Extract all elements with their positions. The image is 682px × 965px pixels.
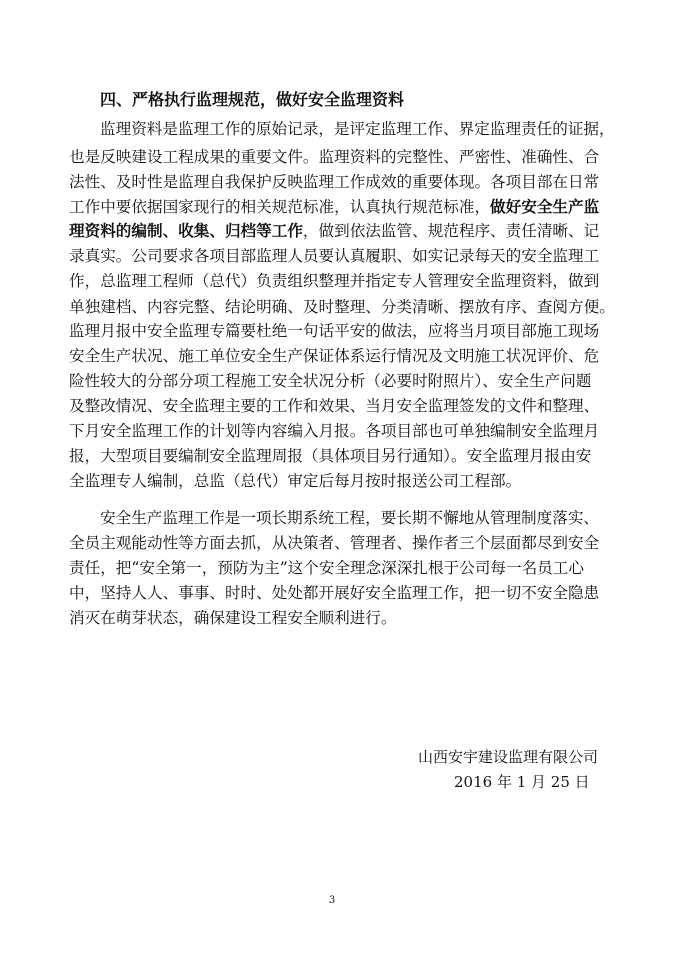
p2-line-3: 责任，把“安全第一，预防为主”这个安全理念深深扎根于公司每一名员工心 bbox=[69, 559, 584, 577]
p1-line-15: 全监理专人编制，总监（总代）审定后每月按时报送公司工程部。 bbox=[69, 472, 522, 490]
p1-line-2: 也是反映建设工程成果的重要文件。监理资料的完整性、严密性、准确性、合 bbox=[69, 148, 600, 166]
signature-date: 2016 年 1 月 25 日 bbox=[454, 773, 590, 791]
p1-line-5-tail: ，做到依法监管、规范程序、责任清晰、记 bbox=[302, 222, 600, 240]
emphasis-text-1: 做好安全生产监 bbox=[490, 197, 600, 216]
p2-line-4: 中，坚持人人、事事、时时、处处都开展好安全监理工作，把一切不安全隐患 bbox=[69, 584, 600, 602]
p1-line-4 bbox=[69, 196, 682, 218]
p1-line-5 bbox=[69, 220, 682, 242]
p2-line-5: 消灭在萌芽状态，确保建设工程安全顺利进行。 bbox=[69, 609, 397, 627]
p1-line-1: 监理资料是监理工作的原始记录，是评定监理工作、界定监理责任的证据， bbox=[100, 120, 615, 138]
p1-line-6: 录真实。公司要求各项目部监理人员要认真履职、如实记录每天的安全监理工 bbox=[69, 247, 600, 265]
emphasis-text-2: 理资料的编制、收集、归档等工作 bbox=[69, 221, 303, 240]
signature-company: 山西安宇建设监理有限公司 bbox=[418, 748, 599, 766]
section-heading: 四、严格执行监理规范，做好安全监理资料 bbox=[100, 90, 405, 109]
p1-line-11: 险性较大的分部分项工程施工安全状况分析（必要时附照片）、安全生产问题 bbox=[69, 372, 592, 390]
p1-line-8: 单独建档、内容完整、结论明确、及时整理、分类清晰、摆放有序、查阅方便。 bbox=[69, 298, 615, 316]
p2-line-1: 安全生产监理工作是一项长期系统工程，要长期不懈地从管理制度落实、 bbox=[100, 509, 600, 527]
p1-line-4-text: 工作中要依据国家现行的相关规范标准，认真执行规范标准， bbox=[69, 198, 491, 216]
p2-line-2: 全员主观能动性等方面去抓，从决策者、管理者、操作者三个层面都尽到安全 bbox=[69, 534, 600, 552]
p1-line-13: 下月安全监理工作的计划等内容编入月报。各项目部也可单独编制安全监理月 bbox=[69, 422, 600, 440]
p1-line-9: 监理月报中安全监理专篇要杜绝一句话平安的做法，应将当月项目部施工现场 bbox=[69, 322, 600, 340]
page-number: 3 bbox=[328, 895, 336, 906]
p1-line-10: 安全生产状况、施工单位安全生产保证体系运行情况及文明施工状况评价、危 bbox=[69, 347, 600, 365]
p1-line-14: 报，大型项目要编制安全监理周报（具体项目另行通知）。安全监理月报由安 bbox=[69, 447, 592, 465]
p1-line-3: 法性、及时性是监理自我保护反映监理工作成效的重要体现。各项目部在日常 bbox=[69, 173, 600, 191]
p1-line-12: 及整改情况、安全监理主要的工作和效果、当月安全监理签发的文件和整理、 bbox=[69, 397, 600, 415]
p1-line-7: 作，总监理工程师（总代）负责组织整理并指定专人管理安全监理资料，做到 bbox=[69, 272, 600, 290]
